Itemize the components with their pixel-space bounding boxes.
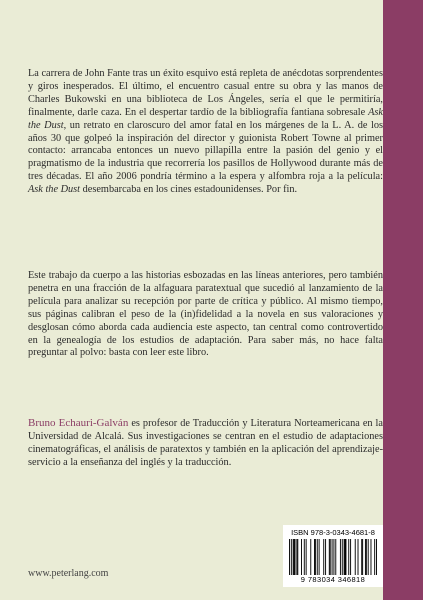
barcode-bar [315,539,316,575]
barcode-bar [297,539,298,575]
isbn-label: ISBN 978-3-0343-4681-8 [291,528,375,537]
barcode-bar [289,539,290,575]
isbn-barcode-box [283,525,383,587]
author-bio [28,417,383,470]
barcode-bar [368,539,369,575]
barcode-bar [365,539,366,575]
barcode-bar [325,539,326,575]
barcode-bar [310,539,311,575]
author-name: Bruno Echauri-Galván [28,417,129,429]
author-bio-text: es profesor de Traducción y Literatura Norteamericana en la Universidad de Alcalá. Sus investigaciones se centran en el estudio de adaptaciones cinematográficas, el análisis de paratextos y también en la aplicación del aprendizaje-servicio a la enseñanza del inglés y la traducción. [28,418,383,468]
blurb-text: La carrera de John Fante tras un éxito esquivo está repleta de anécdotas sorprendentes y giros inesperados. El último, el encuentro casual entre su obra y las manos de Charles Bukowski en una biblioteca de Los Ángeles, sería el que le permitiría, finalmente, darle caza. En el despertar tardío de la bibliografía fantiana sobresale [28,68,383,118]
film-title: Ask the Dust [28,184,81,196]
barcode-bar [332,539,333,575]
blurb-paragraph-2: Este trabajo da cuerpo a las historias esbozadas en las líneas anteriores, pero también penetra en una fracción de la alfaguara paratextual que sucedió al lanzamiento de la película para analizar su recepción por parte de crítica y público. Al mismo tiempo, sus páginas calibran el peso de la (in)fidelidad a la novela en sus valoraciones y desglosan cómo aborda cada audiencia este aspecto, tan central como controvertido en la genealogía de los estudios de adaptación. Para saber más, no hace falta preguntar al polvo: basta con leer este libro. [28,270,383,359]
barcode-bar [358,539,359,575]
barcode-bar [361,539,362,575]
barcode-bar [350,539,351,575]
blurb-text: , un retrato en claroscuro del amor fatal en los márgenes de la L. A. de los años 30 que golpeó la inspiración del director y guionista Robert Towne al primer contacto: arrancaba entonces un nuevo pillapilla entre la pasión del genio y el pragmatismo de la industria que recorrería los pasillos de Hollywood durante más de tres décadas. El año 2006 pondría término a la espera y alfombra roja a la película: [28,119,384,183]
barcode-bar [374,539,375,575]
barcode-bar [340,539,341,575]
barcode-bar [329,539,330,575]
barcode-bar [301,539,302,575]
barcode-bar [342,539,343,575]
barcode-digits: 9 783034 346818 [300,575,366,584]
barcode-bar [335,539,336,575]
barcode-bar [345,539,346,575]
blurb-paragraph-1 [28,68,383,197]
barcode [289,539,377,575]
publisher-url[interactable]: www.peterlang.com [28,568,109,579]
barcode-bar [304,539,305,575]
barcode-bar [296,539,297,575]
barcode-bar [293,539,294,575]
side-color-band [383,0,423,600]
barcode-bar [344,539,345,575]
barcode-bar [294,539,295,575]
barcode-bar [295,539,296,575]
barcode-bar [306,539,307,575]
barcode-bar [348,539,349,575]
barcode-bar [330,539,331,575]
barcode-bar [355,539,356,575]
barcode-bar [371,539,372,575]
barcode-bar [291,539,292,575]
barcode-bar [323,539,324,575]
barcode-bar [362,539,363,575]
film-title: Ask the Dust [28,106,383,131]
barcode-bar [314,539,315,575]
barcode-bar [376,539,377,575]
barcode-bar [346,539,347,575]
blurb-text: desembarcaba en los cines estadounidenses. Por fin. [80,184,298,196]
barcode-bar [366,539,367,575]
barcode-bar [333,539,334,575]
barcode-bar [319,539,320,575]
barcode-bar [317,539,318,575]
